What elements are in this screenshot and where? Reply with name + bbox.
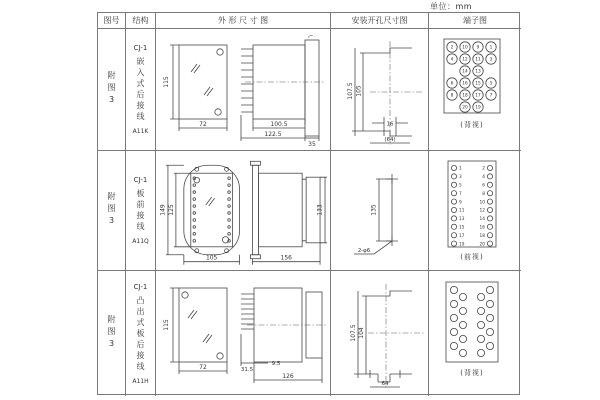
dim-mount-span: 64 — [381, 380, 388, 387]
svg-text:11: 11 — [459, 208, 465, 214]
mounting-cell-a11h — [331, 271, 429, 396]
dim-front-inner: 125 — [167, 203, 175, 216]
svg-text:7: 7 — [459, 191, 462, 197]
svg-text:3: 3 — [489, 57, 493, 63]
svg-text:2: 2 — [450, 45, 454, 51]
mounting-cell-a11q — [331, 151, 429, 271]
dim-mount-outer: 107.5 — [346, 81, 354, 100]
fig-no-cell-a11q — [98, 151, 126, 271]
terminal-cell-a11k — [429, 29, 521, 151]
svg-text:18: 18 — [479, 233, 485, 239]
svg-text:11: 11 — [475, 57, 481, 63]
svg-text:1: 1 — [459, 166, 462, 172]
svg-text:19: 19 — [459, 241, 465, 247]
model-label: CJ-1 — [133, 176, 148, 184]
dim-side-pins: 31.5 — [240, 366, 254, 373]
terminal-caption: (背视) — [460, 120, 484, 129]
header-fig-no: 图号 — [98, 13, 126, 29]
dim-side-overall: 122.5 — [264, 130, 282, 138]
structure-desc: 嵌入式后接线 — [136, 57, 145, 123]
svg-text:15: 15 — [475, 81, 481, 87]
svg-text:13: 13 — [459, 216, 465, 222]
mounting-drawing-a11q — [332, 153, 428, 269]
terminal-cell-a11q — [429, 151, 521, 271]
type-code: A11Q — [132, 238, 149, 245]
dim-front-width: 72 — [199, 120, 207, 128]
svg-text:8: 8 — [482, 191, 485, 197]
svg-text:2: 2 — [482, 166, 485, 172]
svg-text:16: 16 — [462, 81, 468, 87]
header-structure: 结构 — [126, 13, 156, 29]
svg-text:9: 9 — [459, 199, 462, 205]
svg-text:5: 5 — [489, 81, 493, 87]
outline-drawing-a11h — [157, 274, 329, 394]
svg-text:10: 10 — [462, 45, 468, 51]
svg-text:19: 19 — [475, 105, 481, 111]
header-mounting: 安装开孔尺寸图 — [331, 13, 429, 29]
terminal-caption: (前视) — [460, 252, 484, 261]
mounting-cell-a11k — [331, 29, 429, 151]
svg-text:17: 17 — [459, 233, 465, 239]
svg-text:4: 4 — [450, 57, 454, 63]
dim-side-gap: 9.5 — [271, 360, 281, 367]
dim-mount-span: (64) — [383, 136, 396, 143]
svg-text:3: 3 — [459, 174, 462, 180]
dim-front-height: 115 — [163, 318, 170, 331]
svg-text:16: 16 — [479, 225, 485, 230]
outline-cell-a11q — [156, 151, 331, 271]
dim-side-flange: 35 — [308, 140, 316, 148]
dim-mount-outer: 107.5 — [349, 323, 357, 342]
mounting-drawing-a11k — [332, 31, 428, 149]
svg-text:4: 4 — [482, 174, 485, 180]
dim-mount-inner: 104 — [357, 326, 365, 339]
svg-text:5: 5 — [459, 183, 462, 188]
model-label: CJ-1 — [133, 44, 148, 52]
fig-no-label: 附图3 — [107, 71, 116, 108]
structure-cell-a11h — [126, 271, 156, 396]
structure-cell-a11q — [126, 151, 156, 271]
svg-text:1: 1 — [489, 45, 493, 51]
outline-cell-a11k — [156, 29, 331, 151]
terminal-diagram-a11k — [430, 31, 520, 149]
dim-front-width: 72 — [199, 363, 207, 371]
structure-cell-a11k — [126, 29, 156, 151]
terminal-caption: (背视) — [460, 368, 484, 377]
dim-hole-spacing: 135 — [370, 203, 377, 216]
svg-text:9: 9 — [476, 45, 480, 51]
dim-mount-slot: 16 — [386, 121, 393, 127]
svg-text:12: 12 — [479, 208, 485, 214]
svg-text:13: 13 — [475, 69, 481, 75]
svg-text:14: 14 — [462, 69, 468, 75]
terminal-diagram-a11q — [430, 153, 520, 269]
mounting-drawing-a11h — [332, 274, 428, 394]
dim-mount-inner: 105 — [355, 84, 362, 97]
svg-text:20: 20 — [479, 241, 485, 247]
dim-side-height: 133 — [316, 203, 324, 216]
dim-side-body: 100.5 — [270, 120, 288, 128]
fig-no-label: 附图3 — [107, 315, 116, 352]
fig-no-cell-a11h — [98, 271, 126, 396]
svg-text:6: 6 — [450, 81, 454, 87]
dim-side-length: 156 — [280, 254, 292, 262]
structure-desc: 板前接线 — [136, 189, 145, 233]
header-terminal: 端子图 — [429, 13, 521, 29]
svg-text:20: 20 — [462, 105, 468, 111]
header-outline: 外 形 尺 寸 图 — [156, 13, 331, 29]
svg-text:8: 8 — [450, 93, 454, 99]
terminal-cell-a11h — [429, 271, 521, 396]
outline-drawing-a11k — [157, 31, 329, 149]
svg-text:14: 14 — [479, 216, 485, 222]
dim-front-height: 115 — [163, 75, 170, 88]
outline-drawing-a11q — [156, 153, 330, 269]
terminal-diagram-a11h — [430, 274, 520, 394]
type-code: A11K — [132, 128, 149, 135]
outline-cell-a11h — [156, 271, 331, 396]
hole-size-label: 2-φ6 — [357, 247, 370, 254]
dim-front-outer: 149 — [159, 203, 167, 216]
svg-text:17: 17 — [475, 93, 481, 99]
svg-text:18: 18 — [462, 93, 468, 99]
svg-text:6: 6 — [482, 183, 485, 188]
type-code: A11H — [132, 377, 149, 385]
svg-text:10: 10 — [479, 199, 485, 205]
dim-front-width: 105 — [205, 254, 218, 262]
dim-side-length: 126 — [282, 372, 294, 380]
structure-desc: 凸出式板后接线 — [136, 295, 145, 373]
svg-text:12: 12 — [462, 57, 468, 63]
spec-table — [97, 12, 520, 395]
unit-label: 单位：mm — [430, 2, 473, 11]
svg-text:7: 7 — [489, 93, 493, 99]
fig-no-label: 附图3 — [107, 192, 116, 229]
svg-text:15: 15 — [459, 225, 465, 230]
fig-no-cell-a11k — [98, 29, 126, 151]
model-label: CJ-1 — [133, 282, 148, 291]
